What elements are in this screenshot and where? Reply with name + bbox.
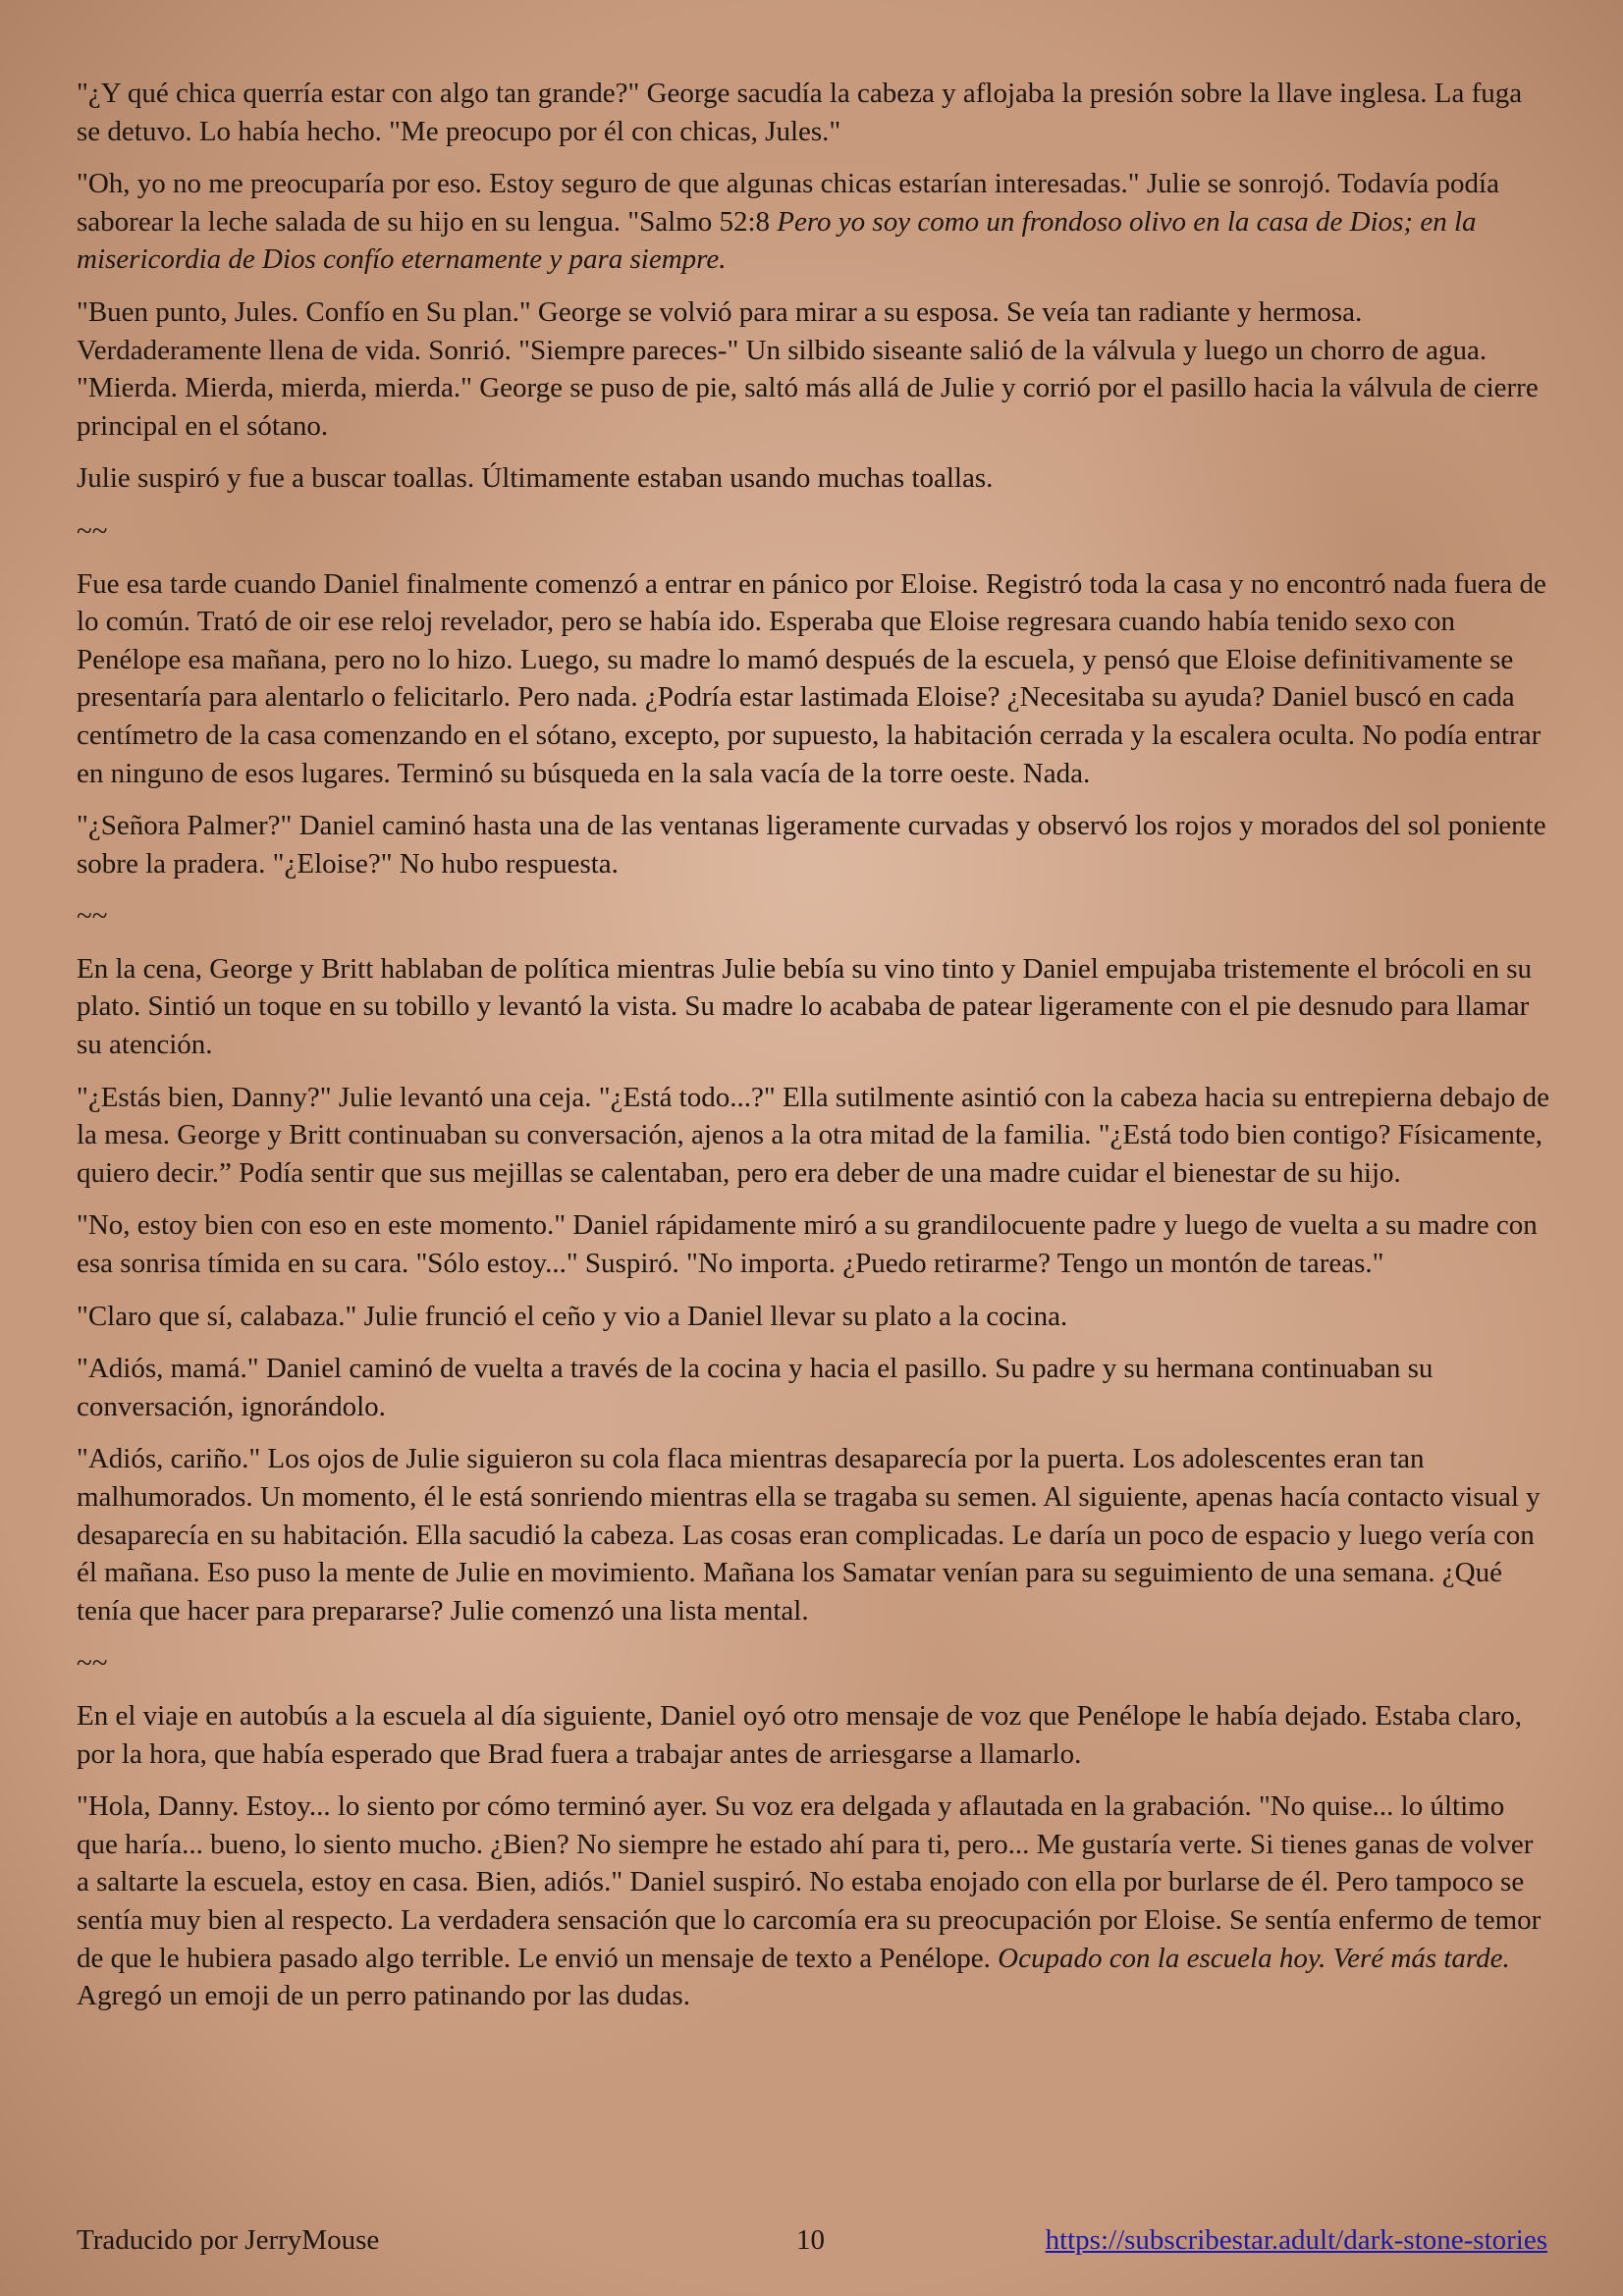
paragraph-text: "Buen punto, Jules. Confío en Su plan." George se volvió para mirar a su esposa. Se veía tan radiante y hermosa. Verdaderamente llena de vida. Sonrió. "Siempre pareces-" Un silbido siseante salió de la válvula y luego un chorro de agua. "Mierda. Mierda, mierda, mierda." George se puso de pie, saltó más allá de Julie y corrió por el pasillo hacia la válvula de cierre principal en el sótano. [77, 295, 1539, 442]
paragraph-text: "No, estoy bien con eso en este momento." Daniel rápidamente miró a su grandilocuente padre y luego de vuelta a su madre con esa sonrisa tímida en su cara. "Sólo estoy..." Suspiró. "No importa. ¿Puedo retirarme? Tengo un montón de tareas." [77, 1209, 1538, 1280]
paragraph [77, 1788, 1549, 2015]
paragraph [77, 1206, 1549, 1282]
paragraph-text: "Claro que sí, calabaza." Julie frunció el ceño y vio a Daniel llevar su plato a la cocina. [77, 1300, 1068, 1332]
paragraph [77, 950, 1549, 1064]
paragraph-text: Fue esa tarde cuando Daniel finalmente comenzó a entrar en pánico por Eloise. Registró toda la casa y no encontró nada fuera de lo común. Trató de oir ese reloj revelador, pero se había ido. Esperaba que Eloise regresara cuando había tenido sexo con Penélope esa mañana, pero no lo hizo. Luego, su madre lo mamó después de la escuela, y pensó que Eloise definitivamente se presentaría para alentarlo o felicitarlo. Pero nada. ¿Podría estar lastimada Eloise? ¿Necesitaba su ayuda? Daniel buscó en cada centímetro de la casa comenzando en el sótano, excepto, por supuesto, la habitación cerrada y la escalera oculta. No podía entrar en ninguno de esos lugares. Terminó su búsqueda en la sala vacía de la torre oeste. Nada. [77, 567, 1546, 789]
paragraph [77, 459, 1549, 498]
paragraph [77, 565, 1549, 793]
subscribestar-link[interactable]: https://subscribestar.adult/dark-stone-stories [1045, 2224, 1547, 2256]
paragraph-text: "Adiós, mamá." Daniel caminó de vuelta a través de la cocina y hacia el pasillo. Su padre y su hermana continuaban su conversación, ignorándolo. [77, 1353, 1434, 1422]
psalm-quote-italic: Pero yo soy como un frondoso olivo en la casa de Dios; en la misericordia de Dios confío eternamente y para siempre. [77, 205, 1477, 276]
paragraph-text: En la cena, George y Britt hablaban de política mientras Julie bebía su vino tinto y Daniel empujaba tristemente el brócoli en su plato. Sintió un toque en su tobillo y levantó la vista. Su madre lo acababa de patear ligeramente con el pie desnudo para llamar su atención. [77, 952, 1533, 1061]
paragraph [77, 807, 1549, 882]
paragraph [77, 1298, 1549, 1336]
paragraph [77, 1697, 1549, 1773]
separator-text: ~~ [77, 900, 108, 933]
separator-text: ~~ [77, 514, 108, 547]
paragraph-text: Agregó un emoji de un perro patinando por las dudas. [77, 1980, 690, 2012]
paragraph-text: "¿Señora Palmer?" Daniel caminó hasta una de las ventanas ligeramente curvadas y observó los rojos y morados del sol poniente sobre la pradera. "¿Eloise?" No hubo respuesta. [77, 810, 1546, 880]
paragraph-text: "¿Y qué chica querría estar con algo tan grande?" George sacudía la cabeza y aflojaba la presión sobre la llave inglesa. La fuga se detuvo. Lo había hecho. "Me preocupo por él con chicas, Jules." [77, 78, 1523, 147]
paragraph-text: "Adiós, cariño." Los ojos de Julie siguieron su cola flaca mientras desaparecía por la puerta. Los adolescentes eran tan malhumorados. Un momento, él le está sonriendo mientras ella se tragaba su semen. Al siguiente, apenas hacía contacto visual y desaparecía en su habitación. Ella sacudió la cabeza. Las cosas eran complicadas. Le daría un poco de espacio y luego vería con él mañana. Eso puso la mente de Julie en movimiento. Mañana los Samatar venían para su seguimiento de una semana. ¿Qué tenía que hacer para prepararse? Julie comenzó una lista mental. [77, 1443, 1541, 1627]
page-footer [77, 2221, 1547, 2261]
paragraph [77, 1079, 1549, 1193]
scene-separator [77, 897, 1549, 935]
text-message-italic: Ocupado con la escuela hoy. Veré más tarde. [998, 1942, 1510, 1974]
translator-credit: Traducido por JerryMouse [77, 2224, 380, 2256]
scene-separator [77, 1644, 1549, 1682]
paragraph [77, 1440, 1549, 1629]
paragraph [77, 1350, 1549, 1425]
page-body [77, 75, 1549, 2030]
paragraph-text: En el viaje en autobús a la escuela al día siguiente, Daniel oyó otro mensaje de voz que Penélope le había dejado. Estaba claro, por la hora, que había esperado que Brad fuera a trabajar antes de arriesgarse a llamarlo. [77, 1699, 1523, 1770]
paragraph-text: "¿Estás bien, Danny?" Julie levantó una ceja. "¿Está todo...?" Ella sutilmente asintió con la cabeza hacia su entrepierna debajo de la mesa. George y Britt continuaban su conversación, ajenos a la otra mitad de la familia. "¿Está todo bien contigo? Físicamente, quiero decir.” Podía sentir que sus mejillas se calentaban, pero era deber de una madre cuidar el bienestar de su hijo. [77, 1081, 1549, 1189]
paragraph-text: "Hola, Danny. Estoy... lo siento por cómo terminó ayer. Su voz era delgada y aflautada en la grabación. "No quise... lo último que haría... bueno, lo siento mucho. ¿Bien? No siempre he estado ahí para ti, pero... Me gustaría verte. Si tienes ganas de volver a saltarte la escuela, estoy en casa. Bien, adiós." Daniel suspiró. No estaba enojado con ella por burlarse de él. Pero tampoco se sentía muy bien al respecto. La verdadera sensación que lo carcomía era su preocupación por Eloise. Se sentía enfermo de temor de que le hubiera pasado algo terrible. Le envió un mensaje de texto a Penélope. [77, 1790, 1542, 1974]
paragraph [77, 165, 1549, 279]
paragraph [77, 75, 1549, 150]
paragraph-text: "Oh, yo no me preocuparía por eso. Estoy seguro de que algunas chicas estarían interesadas." Julie se sonrojó. Todavía podía saborear la leche salada de su hijo en su lengua. "Salmo 52:8 [77, 168, 1499, 238]
scene-separator [77, 512, 1549, 551]
separator-text: ~~ [77, 1647, 108, 1680]
page-number: 10 [796, 2224, 825, 2256]
paragraph-text: Julie suspiró y fue a buscar toallas. Últimamente estaban usando muchas toallas. [77, 462, 994, 495]
paragraph [77, 294, 1549, 445]
